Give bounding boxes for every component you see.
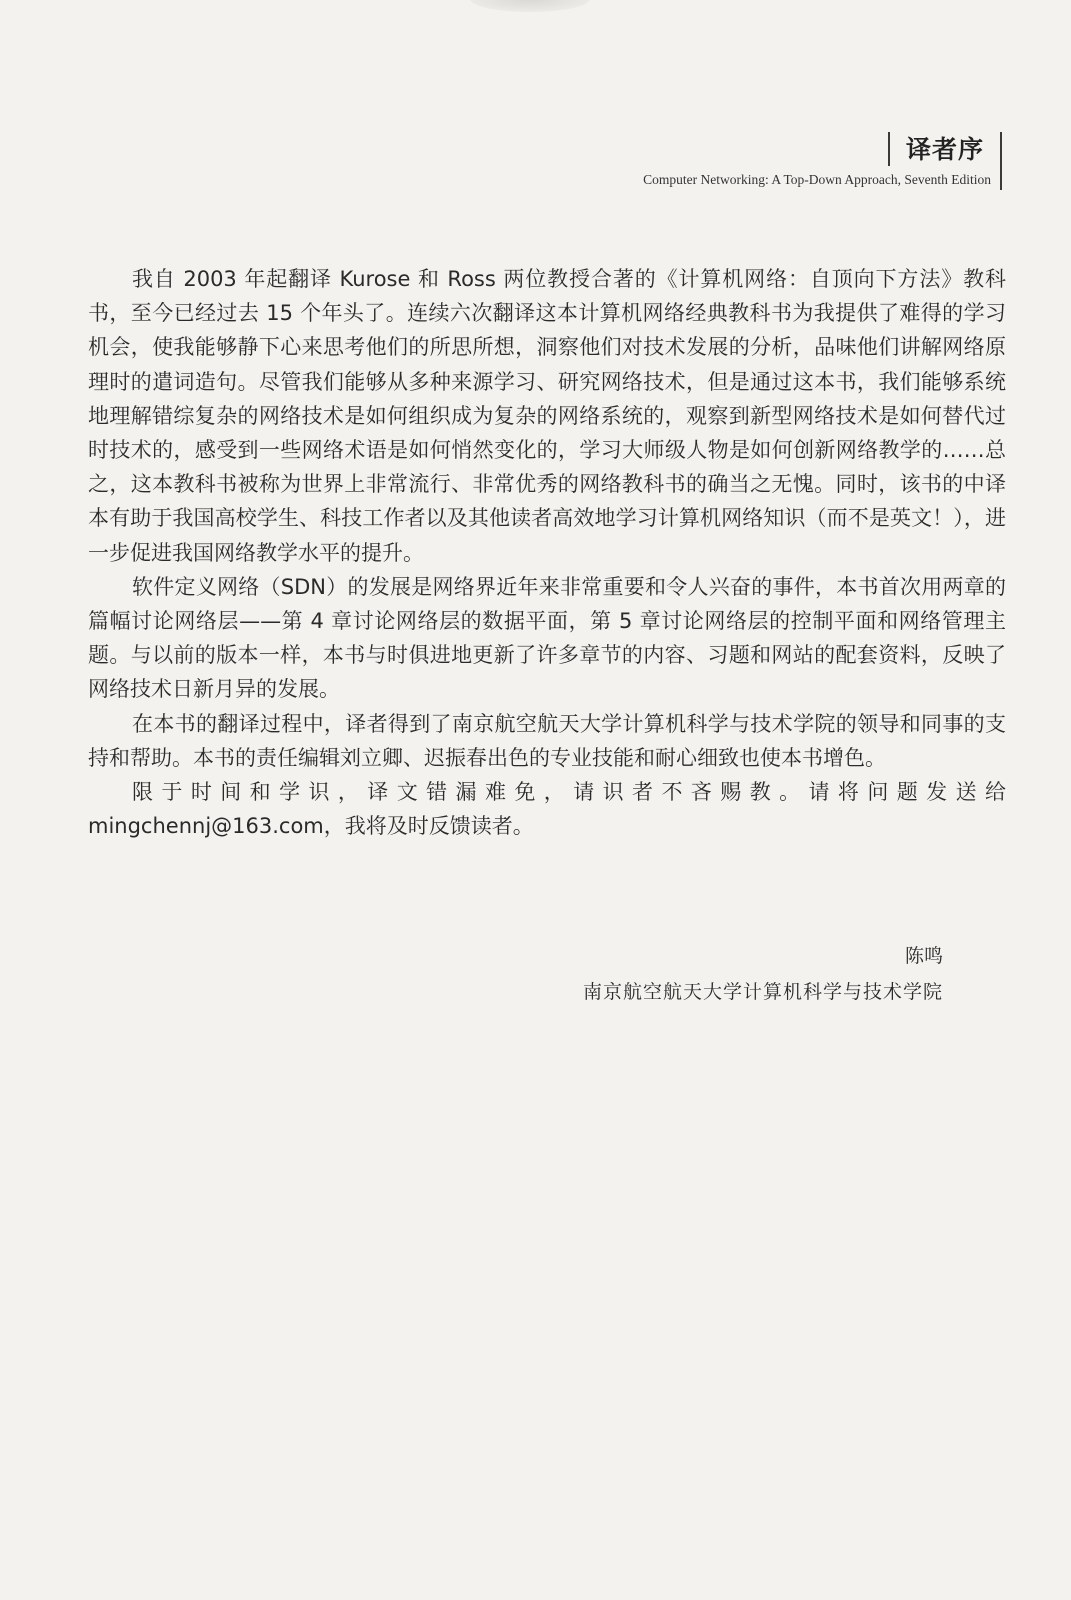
paragraph-2: 软件定义网络（SDN）的发展是网络界近年来非常重要和令人兴奋的事件，本书首次用两章的篇幅讨论网络层——第 4 章讨论网络层的数据平面，第 5 章讨论网络层的控制平面和网络管理主题。与以前的版本一样，本书与时俱进地更新了许多章节的内容、习题和网站的配套资料，反映了网络技术日新月异的发展。 bbox=[88, 574, 1006, 702]
translator-name: 陈鸣 bbox=[904, 945, 943, 967]
scan-smudge bbox=[470, 0, 590, 12]
book-title-subtitle: Computer Networking: A Top-Down Approach, Seventh Edition bbox=[643, 172, 991, 187]
translator-affiliation: 南京航空航天大学计算机科学与技术学院 bbox=[582, 981, 943, 1003]
header-left-rule bbox=[888, 132, 890, 166]
paragraph-4: 限于时间和学识，译文错漏难免，请识者不吝赐教。请将问题发送给 mingchennj@163.com，我将及时反馈读者。 bbox=[88, 780, 1006, 839]
header-right-rule bbox=[1000, 132, 1002, 190]
preface-body bbox=[88, 262, 1006, 843]
signature-block bbox=[583, 938, 943, 1010]
paragraph-1: 我自 2003 年起翻译 Kurose 和 Ross 两位教授合著的《计算机网络：自顶向下方法》教科书，至今已经过去 15 个年头了。连续六次翻译这本计算机网络经典教科书为我提供了难得的学习机会，使我能够静下心来思考他们的所思所想，洞察他们对技术发展的分析，品味他们讲解网络原理时的遣词造句。尽管我们能够从多种来源学习、研究网络技术，但是通过这本书，我们能够系统地理解错综复杂的网络技术是如何组织成为复杂的网络系统的，观察到新型网络技术是如何替代过时技术的，感受到一些网络术语是如何悄然变化的，学习大师级人物是如何创新网络教学的……总之，这本教科书被称为世界上非常流行、非常优秀的网络教科书的确当之无愧。同时，该书的中译本有助于我国高校学生、科技工作者以及其他读者高效地学习计算机网络知识（而不是英文！），进一步促进我国网络教学水平的提升。 bbox=[88, 267, 1006, 565]
paragraph-3: 在本书的翻译过程中，译者得到了南京航空航天大学计算机科学与技术学院的领导和同事的支持和帮助。本书的责任编辑刘立卿、迟振春出色的专业技能和耐心细致也使本书增色。 bbox=[88, 711, 1006, 770]
section-title: 译者序 bbox=[906, 135, 985, 164]
